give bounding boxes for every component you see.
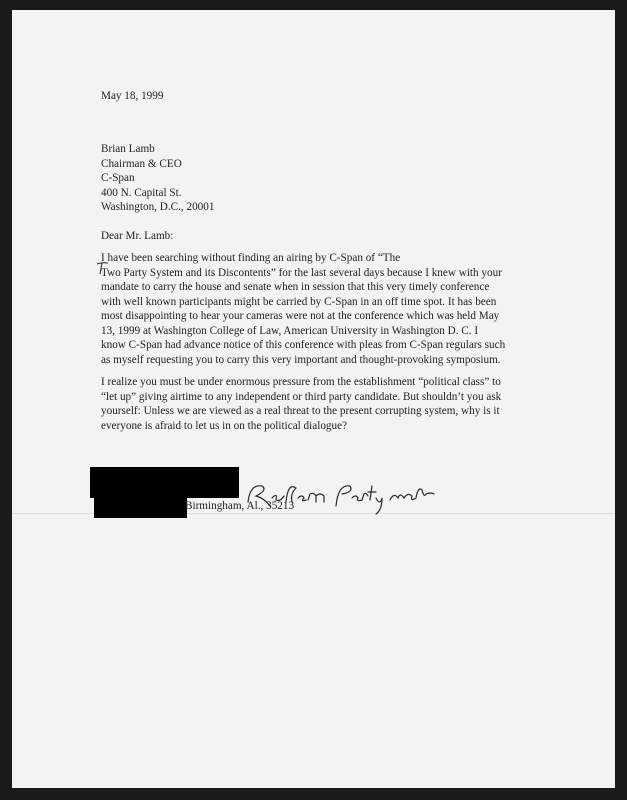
recipient-line: Chairman & CEO [101,157,182,170]
address-city-line: Birmingham, Al., 35213 [185,500,295,512]
paragraph-line: I have been searching without finding an airing by C-Span of “The [101,252,401,264]
paragraph-line: yourself: Unless we are viewed as a real threat to the present corrupting system, why is it [101,405,500,417]
recipient-line: Brian Lamb [101,143,155,155]
recipient-line: C-Span [101,172,135,184]
paragraph-line: know C-Span had advance notice of this conference with pleas from C-Span regulars such [101,339,506,351]
paragraph-line: mandate to carry the house and senate when in session that this very timely conference [101,281,490,293]
paragraph-line: with well known participants might be carried by C-Span in an off time spot. It has been [101,295,497,308]
paragraph-line: I realize you must be under enormous pressure from the establishment “political class” to [101,376,501,388]
paragraph-line: “let up” giving airtime to any independent or third party candidate. But shouldn’t you ask [101,390,502,403]
paragraph-line: as myself requesting you to carry this very important and thought-provoking symposium. [101,353,501,366]
redacted-address-block [94,496,187,518]
redacted-name-block [90,467,239,498]
correction-mark-icon [96,260,110,276]
paragraph-line: most disappointing to hear your cameras were not at the conference which was held May [101,310,500,322]
recipient-line: 400 N. Capital St. [101,186,182,199]
letter-date: May 18, 1999 [101,90,164,102]
salutation: Dear Mr. Lamb: [101,230,174,242]
letter-page [12,10,615,788]
recipient-line: Washington, D.C., 20001 [101,201,215,213]
paragraph-line: 13, 1999 at Washington College of Law, American University in Washington D. C. I [101,324,479,337]
paragraph-line: everyone is afraid to let us in on the political dialogue? [101,419,348,432]
paragraph-line: Two Party System and its Discontents” for the last several days because I knew with your [101,266,502,279]
